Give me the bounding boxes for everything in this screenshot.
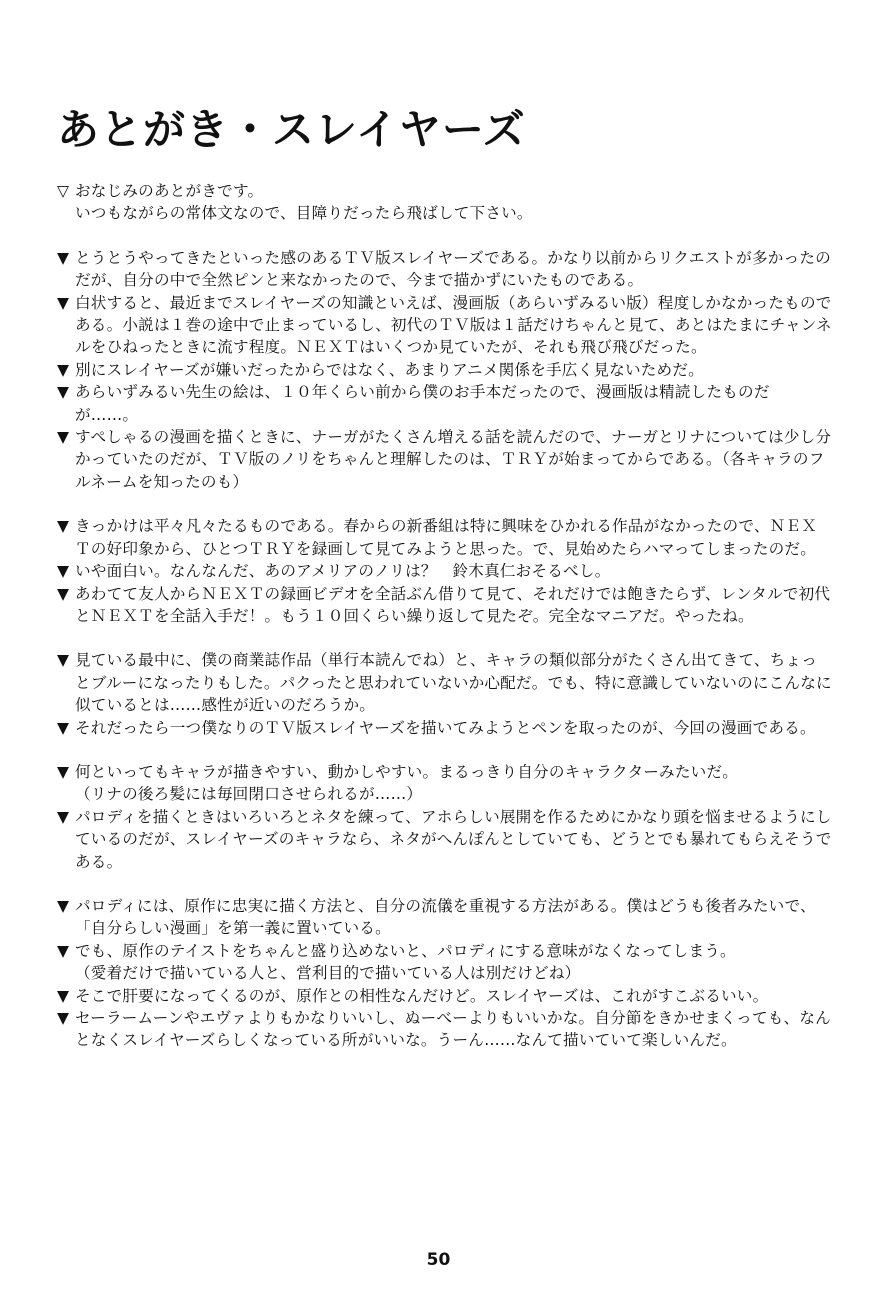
paragraph-text: 何といってもキャラが描きやすい、動かしやすい。まるっきり自分のキャラクターみたいだ。 （リナの後ろ髪には毎回閉口させられるが……） [75, 762, 739, 804]
paragraph [57, 806, 832, 873]
paragraph [57, 985, 832, 1007]
page-title: あとがき・スレイヤーズ [57, 105, 526, 154]
section-2 [57, 247, 832, 493]
triangle-bullet: ▼ [57, 941, 70, 960]
triangle-bullet: ▼ [57, 1009, 70, 1027]
open-triangle-bullet: ▽ [57, 182, 70, 200]
paragraph-text: おなじみのあとがきです。 いつもながらの常体文なので、目障りだったら飛ばして下さい。 [75, 182, 533, 223]
paragraph-text: 別にスレイヤーズが嫌いだったからではなく、あまりアニメ関係を手広く見ないためだ。 [75, 360, 704, 379]
paragraph [57, 292, 832, 359]
section-5 [57, 761, 832, 873]
paragraph [57, 895, 832, 940]
paragraph [57, 1007, 832, 1052]
triangle-bullet: ▼ [57, 651, 70, 670]
paragraph [57, 761, 832, 806]
triangle-bullet: ▼ [57, 383, 70, 402]
triangle-bullet: ▼ [57, 762, 70, 781]
paragraph-text: それだったら一つ僕なりのＴＶ版スレイヤーズを描いてみようとペンを取ったのが、今回の漫画である。 [75, 718, 816, 737]
triangle-bullet: ▼ [57, 293, 70, 312]
paragraph-text: 見ている最中に、僕の商業誌作品（単行本読んでね）と、キャラの類似部分がたくさん出てきて、ちょっとブルーになったりもした。パクったと思われていないか心配だ。でも、特に意識していないのにこんなに似ているとは……感性が近いのだろうか。 [75, 651, 832, 715]
triangle-bullet: ▼ [57, 986, 70, 1005]
paragraph [57, 940, 832, 985]
paragraph-text: きっかけは平々凡々たるものである。春からの新番組は特に興味をひかれる作品がなかったので、ＮＥＸＴの好印象から、ひとつＴＲＹを録画して見てみようと思った。で、見始めたらハマってしまったのだ。 [75, 517, 817, 558]
triangle-bullet: ▼ [57, 896, 70, 915]
triangle-bullet: ▼ [57, 584, 70, 603]
afterword-body [57, 180, 832, 1052]
section-4 [57, 649, 832, 739]
triangle-bullet: ▼ [57, 360, 70, 379]
section-1 [57, 180, 832, 225]
page-number: 50 [426, 1250, 451, 1270]
triangle-bullet: ▼ [57, 562, 70, 581]
paragraph [57, 381, 832, 426]
triangle-bullet: ▼ [57, 718, 70, 737]
paragraph [57, 359, 832, 381]
paragraph [57, 583, 832, 628]
section-6 [57, 895, 832, 1052]
paragraph [57, 649, 832, 716]
paragraph-text: そこで肝要になってくるのが、原作との相性なんだけど。スレイヤーズは、これがすこぶるいい。 [75, 986, 769, 1005]
triangle-bullet: ▼ [57, 807, 70, 826]
paragraph [57, 515, 832, 560]
paragraph-text: とうとうやってきたといった感のあるＴＶ版スレイヤーズである。かなり以前からリクエストが多かったのだが、自分の中で全然ピンと来なかったので、今まで描かずにいたものである。 [75, 248, 831, 290]
triangle-bullet: ▼ [57, 517, 70, 536]
paragraph-text: セーラームーンやエヴァよりもかなりいいし、ぬーべーよりもいいかな。自分節をきかせまくっても、なんとなくスレイヤーズらしくなっている所がいいな。うーん……なんて描いていて楽しいんだ。 [75, 1009, 831, 1050]
paragraph-text: いや面白い。なんなんだ、あのアメリアのノリは？ 鈴木真仁おそるべし。 [75, 562, 611, 581]
paragraph [57, 560, 832, 582]
paragraph-text: あわてて友人からＮＥＸＴの録画ビデオを全話ぶん借りて見て、それだけでは飽きたらず、レンタルで初代とＮＥＸＴを全話入手だ！。もう１０回くらい繰り返して見たぞ。完全なマニアだ。やったね。 [75, 584, 831, 625]
paragraph-text: パロディには、原作に忠実に描く方法と、自分の流儀を重視する方法がある。僕はどうも後者みたいで、「自分らしい漫画」を第一義に置いている。 [75, 896, 816, 938]
paragraph-text: すぺしゃるの漫画を描くときに、ナーガがたくさん増える話を読んだので、ナーガとリナについては少し分かっていたのだが、ＴＶ版のノリをちゃんと理解したのは、ＴＲＹが始まってからである。（各キャラのフルネームを知ったのも） [75, 428, 832, 491]
triangle-bullet: ▼ [57, 248, 70, 267]
paragraph-text: 白状すると、最近までスレイヤーズの知識といえば、漫画版（あらいずみるい版）程度しかなかったものである。小説は１巻の途中で止まっているし、初代のＴＶ版は１話だけちゃんと見て、あとはたまにチャンネルをひねったときに流す程度。ＮＥＸＴはいくつか見ていたが、それも飛び飛びだった。 [75, 293, 832, 357]
triangle-bullet: ▼ [57, 428, 70, 447]
paragraph-text: あらいずみるい先生の絵は、１０年くらい前から僕のお手本だったので、漫画版は精読したものだが……。 [75, 383, 770, 424]
paragraph-text: でも、原作のテイストをちゃんと盛り込めないと、パロディにする意味がなくなってしまう。 （愛着だけで描いている人と、営利目的で描いている人は別だけどね） [75, 941, 736, 983]
paragraph [57, 717, 832, 739]
paragraph [57, 247, 832, 292]
paragraph [57, 180, 832, 225]
section-3 [57, 515, 832, 627]
paragraph [57, 426, 832, 493]
paragraph-text: パロディを描くときはいろいろとネタを練って、アホらしい展開を作るためにかなり頭を悩ませるようにしているのだが、スレイヤーズのキャラなら、ネタがへんぽんとしていても、どうとでも暴れてもらえそうである。 [75, 807, 832, 871]
